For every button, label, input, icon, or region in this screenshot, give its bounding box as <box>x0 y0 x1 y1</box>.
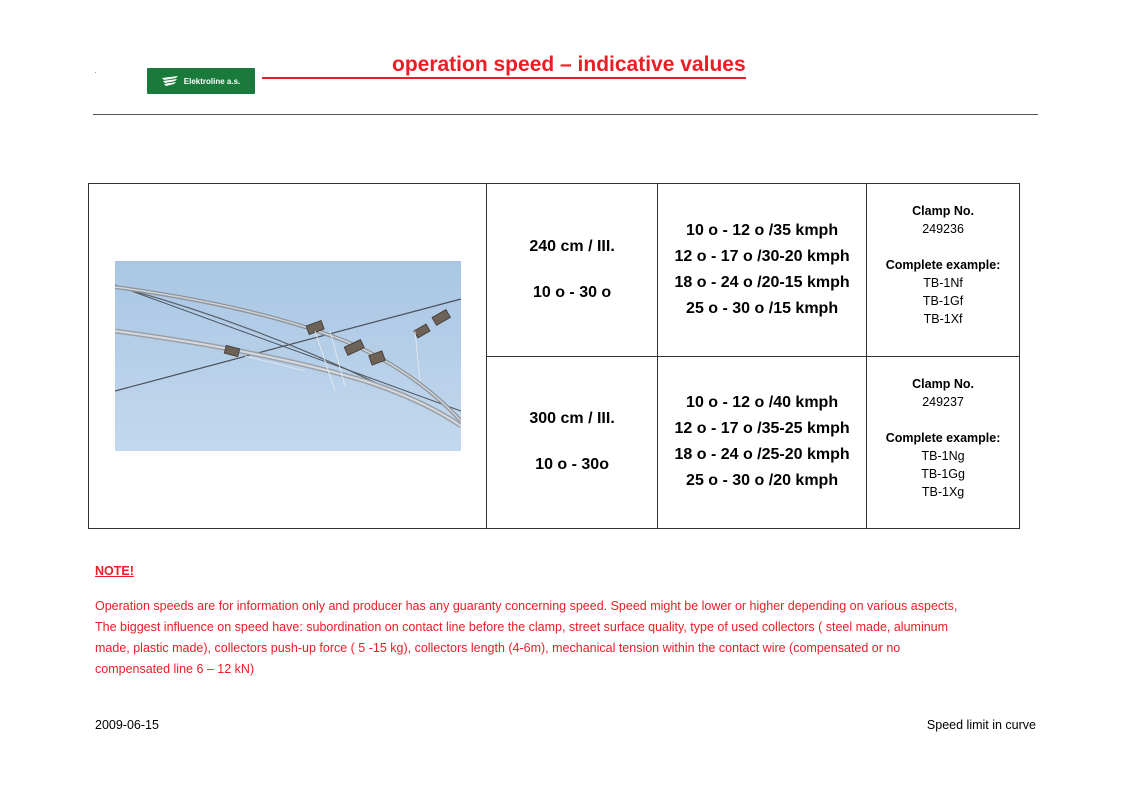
speed-line: 25 o - 30 o /20 kmph <box>686 472 839 490</box>
note-body <box>95 596 1045 680</box>
speed-line: 12 o - 17 o /35-25 kmph <box>674 420 850 438</box>
logo-text: Elektroline a.s. <box>183 76 241 86</box>
cable-length-cell <box>487 356 658 529</box>
cable-length: 300 cm / III. <box>529 410 615 428</box>
overhead-crossing-photo <box>115 261 461 451</box>
company-logo <box>147 68 255 94</box>
speed-table <box>88 183 1020 529</box>
speed-line: 12 o - 17 o /30-20 kmph <box>674 247 850 265</box>
note-line: Operation speeds are for information only and producer has any guaranty concerning speed. Speed might be lower or higher depending on various aspects, <box>95 599 958 613</box>
logo-wings-icon <box>162 76 180 86</box>
note-line: made, plastic made), collectors push-up force ( 5 -15 kg), collectors length (4-6m), mechanical tension within the contact wire (compensated or no <box>95 641 901 655</box>
table-row <box>89 184 1020 357</box>
cable-length: 240 cm / III. <box>529 237 615 255</box>
example-label: Complete example: <box>885 258 1001 272</box>
clamp-cell <box>867 184 1020 357</box>
clamp-number: 249236 <box>922 222 964 236</box>
note-line: compensated line 6 – 12 kN) <box>95 662 255 676</box>
example-item: TB-1Ng <box>921 448 965 463</box>
example-item: TB-1Nf <box>923 276 963 290</box>
header-divider <box>93 114 1038 115</box>
example-item: TB-1Xg <box>921 484 965 499</box>
example-label: Complete example: <box>885 430 1001 445</box>
clamp-label: Clamp No. <box>912 376 974 391</box>
clamp-cell <box>867 356 1020 529</box>
footer-label: Speed limit in curve <box>926 718 1036 732</box>
speed-line: 25 o - 30 o /15 kmph <box>686 299 839 317</box>
note-heading: NOTE! <box>95 564 134 578</box>
stray-dot <box>95 72 96 73</box>
example-item: TB-1Gg <box>921 466 965 481</box>
angle-range: 10 o - 30o <box>535 456 609 474</box>
speed-line: 10 o - 12 o /35 kmph <box>686 221 839 239</box>
angle-range: 10 o - 30 o <box>532 283 612 301</box>
speed-line: 18 o - 24 o /25-20 kmph <box>674 446 850 464</box>
speed-line: 18 o - 24 o /20-15 kmph <box>674 273 850 291</box>
speed-line: 10 o - 12 o /40 kmph <box>686 394 839 412</box>
clamp-label: Clamp No. <box>912 204 974 218</box>
cable-length-cell <box>487 184 658 357</box>
footer-date: 2009-06-15 <box>95 718 159 732</box>
page-title: operation speed – indicative values <box>262 53 746 79</box>
clamp-number: 249237 <box>922 394 964 409</box>
photo-cell <box>89 184 487 529</box>
example-item: TB-1Gf <box>922 294 964 308</box>
speed-cell <box>658 184 867 357</box>
example-item: TB-1Xf <box>923 312 963 326</box>
note-line: The biggest influence on speed have: subordination on contact line before the clamp, street surface quality, type of used collectors ( steel made, aluminum <box>95 620 949 634</box>
speed-cell <box>658 356 867 529</box>
